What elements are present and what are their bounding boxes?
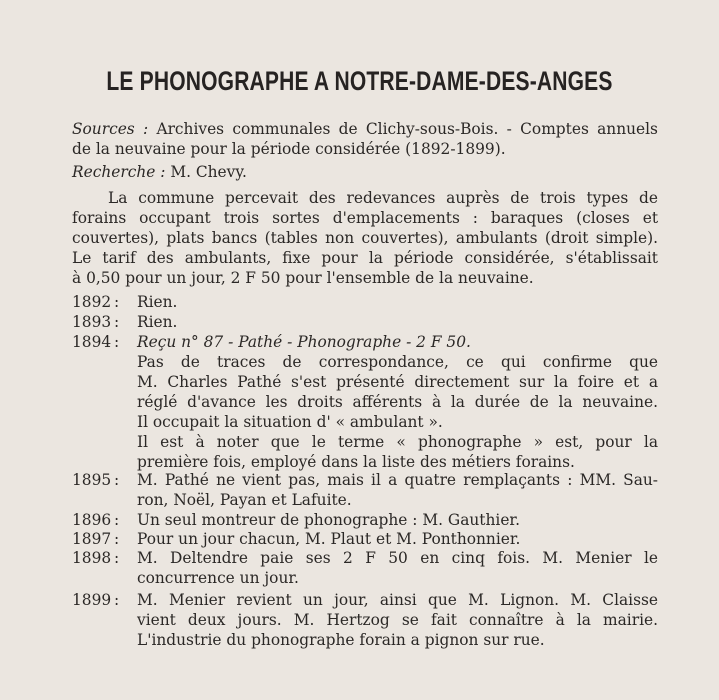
entry-text: première fois, employé dans la liste des métiers forains. — [137, 453, 575, 471]
receipt-line: Reçu n° 87 - Pathé - Phonographe - 2 F 50. — [137, 333, 471, 351]
entry-colon: : — [114, 511, 120, 529]
intro-line-3: couvertes), plats bancs (tables non couvertes), ambulants (droit simple). — [72, 229, 658, 247]
entry-colon: : — [114, 591, 120, 609]
entry-text: L'industrie du phonographe forain a pignon sur rue. — [137, 631, 545, 649]
entry-year: 1894 — [72, 333, 112, 351]
entry-year: 1897 — [72, 530, 112, 548]
intro-line-1: La commune percevait des redevances auprès de trois types de — [108, 189, 658, 207]
entry-year: 1895 — [72, 471, 112, 489]
entry-text: réglé d'avance les droits afférents à la durée de la neuvaine. — [137, 393, 658, 411]
entry-text: ron, Noël, Payan et Lafuite. — [137, 491, 352, 509]
entry-colon: : — [114, 293, 120, 311]
entry-text: Il est à noter que le terme « phonographe » est, pour la — [137, 433, 658, 451]
recherche-line — [72, 162, 247, 182]
entry-text: concurrence un jour. — [137, 569, 299, 587]
recherche-label: Recherche : — [72, 163, 166, 181]
entry-year: 1892 — [72, 293, 112, 311]
sources-text-1: Archives communales de Clichy-sous-Bois. - Comptes annuels — [156, 120, 658, 138]
entry-colon: : — [114, 313, 120, 331]
recherche-text: M. Chevy. — [170, 163, 247, 181]
intro-line-5: à 0,50 pour un jour, 2 F 50 pour l'ensemble de la neuvaine. — [72, 269, 534, 287]
entry-colon: : — [114, 549, 120, 567]
entry-text: Pour un jour chacun, M. Plaut et M. Ponthonnier. — [137, 530, 521, 548]
sources-line-2: de la neuvaine pour la période considérée (1892-1899). — [72, 140, 506, 158]
entry-colon: : — [114, 471, 120, 489]
entry-colon: : — [114, 530, 120, 548]
entry-text: Rien. — [137, 293, 178, 311]
entry-text: Un seul montreur de phonographe : M. Gauthier. — [137, 511, 520, 529]
entry-text: M. Pathé ne vient pas, mais il a quatre remplaçants : MM. Sau- — [137, 471, 658, 489]
entry-text: Il occupait la situation d' « ambulant ». — [137, 413, 443, 431]
entry-text: Rien. — [137, 313, 178, 331]
entry-year: 1899 — [72, 591, 112, 609]
entry-year: 1896 — [72, 511, 112, 529]
entry-text: M. Menier revient un jour, ainsi que M. Lignon. M. Claisse — [137, 591, 658, 609]
entry-year: 1893 — [72, 313, 112, 331]
entry-text: M. Charles Pathé s'est présenté directement sur la foire et a — [137, 373, 658, 391]
entry-text: Pas de traces de correspondance, ce qui confirme que — [137, 353, 658, 371]
sources-line-1 — [72, 119, 658, 139]
entry-colon: : — [114, 333, 120, 351]
intro-line-4: Le tarif des ambulants, fixe pour la période considérée, s'établissait — [72, 249, 658, 267]
entry-text: vient deux jours. M. Hertzog se fait connaître à la mairie. — [137, 611, 658, 629]
entry-text: M. Deltendre paie ses 2 F 50 en cinq fois. M. Menier le — [137, 549, 658, 567]
intro-line-2: forains occupant trois sortes d'emplacements : baraques (closes et — [72, 209, 658, 227]
sources-label: Sources : — [72, 120, 149, 138]
page-title: LE PHONOGRAPHE A NOTRE-DAME-DES-ANGES — [106, 66, 613, 96]
entry-year: 1898 — [72, 549, 112, 567]
